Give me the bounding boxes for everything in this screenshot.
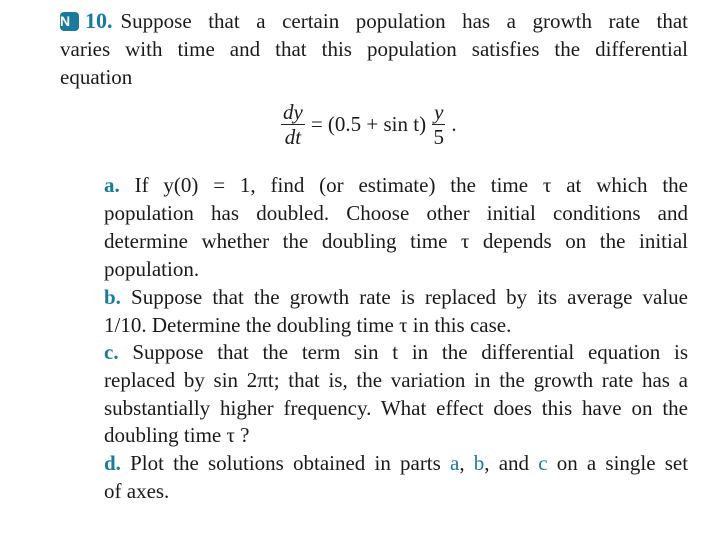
part-b-line-1 (104, 283, 688, 311)
and-text: and (498, 451, 530, 475)
part-d-label: d. (104, 451, 121, 475)
dy-dt-fraction (281, 100, 305, 149)
differential-equation (275, 100, 457, 149)
part-b-line-2: 1/10. Determine the doubling time τ in this case. (104, 313, 512, 337)
numerator: dy (283, 100, 303, 124)
problem-number: 10. (85, 8, 113, 33)
numerator: y (434, 100, 444, 124)
intro-text: Suppose that a certain population has a growth rate that (120, 9, 688, 33)
intro-line-1 (60, 7, 688, 35)
part-d-text: Plot the solutions obtained in parts (130, 451, 441, 475)
ref-part-c: c (538, 451, 548, 475)
part-a-line-1 (104, 171, 688, 199)
denominator: dt (284, 125, 302, 149)
part-a-label: a. (104, 173, 120, 197)
equation-period: . (451, 112, 457, 136)
part-c-line-2: replaced by sin 2πt; that is, the variation in the growth rate has a (104, 368, 688, 392)
denominator: 5 (433, 125, 444, 149)
ref-part-a: a (450, 451, 460, 475)
part-a-line-4: population. (104, 257, 200, 281)
part-a-line-2: population has doubled. Choose other initial conditions and (104, 201, 688, 225)
part-d-text-end: on a single set (556, 451, 689, 475)
equation-middle: = (0.5 + sin t) (310, 112, 427, 136)
ref-part-b: b (473, 451, 485, 475)
part-a-line-3: determine whether the doubling time τ depends on the initial (104, 229, 688, 253)
part-b-text: Suppose that the growth rate is replaced by its average value (131, 285, 689, 309)
intro-line-3: equation (60, 65, 133, 89)
part-c-label: c. (104, 340, 119, 364)
part-d-line-2: of axes. (104, 479, 170, 503)
intro-line-2: varies with time and that this population satisfies the differential (60, 37, 688, 61)
part-d-line-1: d. Plot the solutions obtained in parts a, b, and c on a single set (104, 451, 689, 475)
n-badge-icon: N (60, 12, 79, 31)
part-c-line-1 (104, 338, 688, 366)
y-over-5-fraction (432, 100, 445, 149)
part-c-text: Suppose that the term sin t in the differential equation is (132, 340, 688, 364)
part-c-line-3: substantially higher frequency. What effect does this have on the (104, 396, 688, 420)
part-a-text: If y(0) = 1, find (or estimate) the time τ at which the (134, 173, 688, 197)
part-c-line-4: doubling time τ ? (104, 423, 250, 447)
part-b-label: b. (104, 285, 121, 309)
